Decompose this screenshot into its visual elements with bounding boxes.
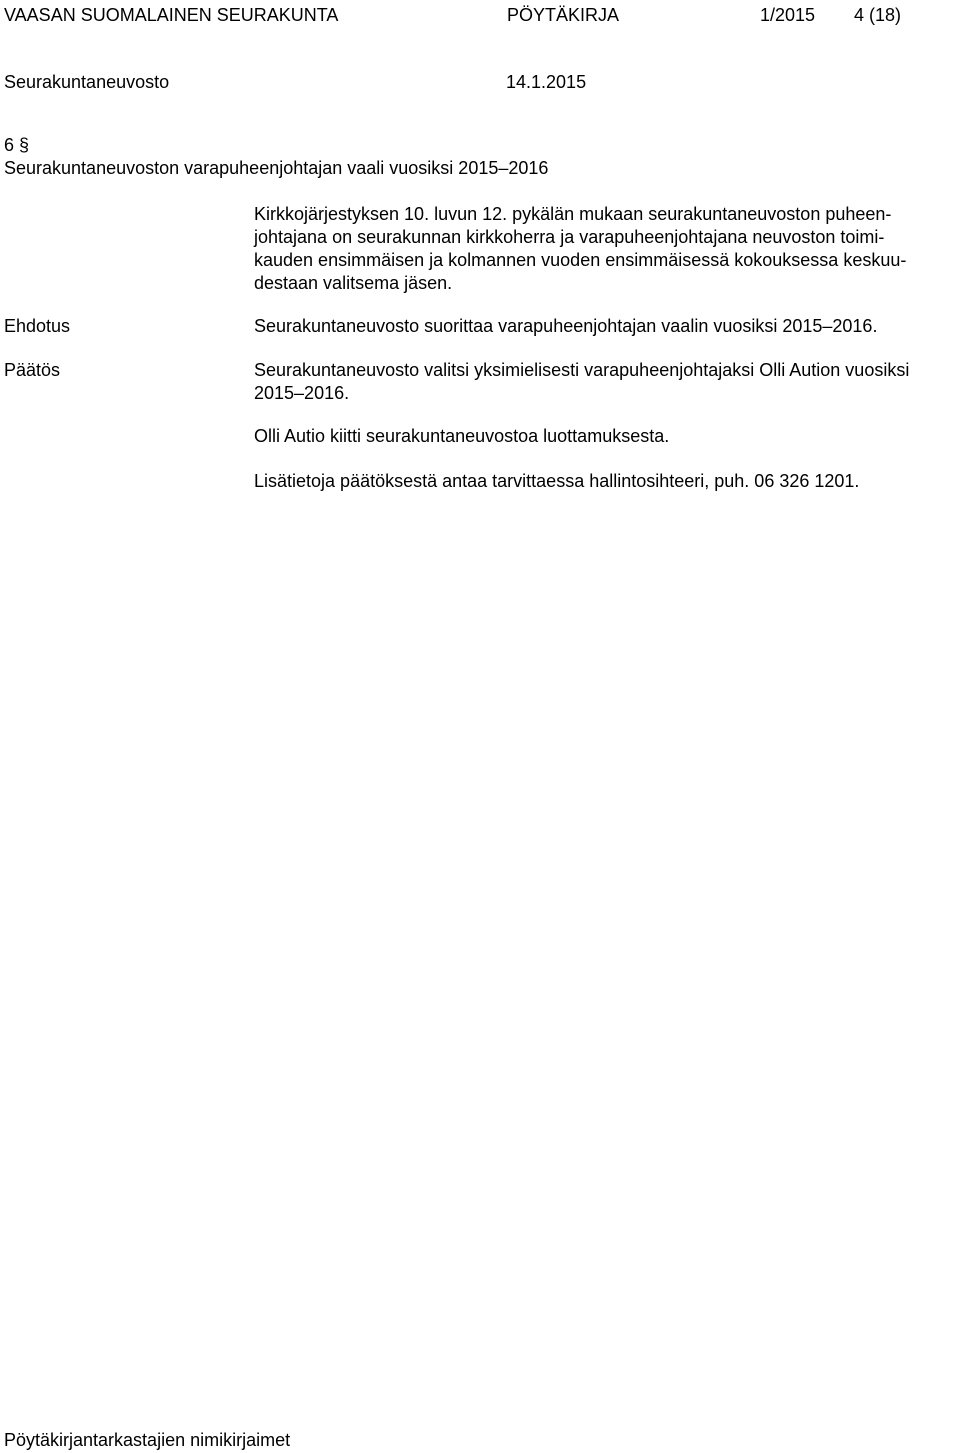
decision-info: Lisätietoja päätöksestä antaa tarvittaessa hallintosihteeri, puh. 06 326 1201.: [254, 471, 860, 491]
background-line: kauden ensimmäisen ja kolmannen vuoden ensimmäisessä kokouksessa keskuu-: [254, 250, 907, 270]
document-number: 1/2015: [760, 5, 816, 25]
decision-thanks: Olli Autio kiitti seurakuntaneuvostoa luottamuksesta.: [254, 426, 670, 446]
organization-name: VAASAN SUOMALAINEN SEURAKUNTA: [4, 5, 339, 25]
document-type: PÖYTÄKIRJA: [507, 5, 620, 25]
page-number: 4 (18): [854, 5, 902, 25]
section-title: Seurakuntaneuvoston varapuheenjohtajan vaali vuosiksi 2015–2016: [4, 158, 549, 178]
background-line: Kirkkojärjestyksen 10. luvun 12. pykälän mukaan seurakuntaneuvoston puheen-: [254, 204, 892, 224]
signatures-label: Pöytäkirjantarkastajien nimikirjaimet: [4, 1430, 291, 1450]
background-line: johtajana on seurakunnan kirkkoherra ja varapuheenjohtajana neuvoston toimi-: [254, 227, 885, 247]
proposal-text: Seurakuntaneuvosto suorittaa varapuheenjohtajan vaalin vuosiksi 2015–2016.: [254, 316, 878, 336]
section-number: 6 §: [4, 135, 30, 155]
decision-label: Päätös: [4, 360, 61, 380]
proposal-label: Ehdotus: [4, 316, 71, 336]
background-line: destaan valitsema jäsen.: [254, 273, 453, 293]
meeting-date: 14.1.2015: [506, 72, 587, 92]
background-paragraph: [254, 203, 960, 295]
decision-text: Seurakuntaneuvosto valitsi yksimielisesti varapuheenjohtajaksi Olli Aution vuosiksi 2015–2016.: [254, 360, 910, 403]
governing-body: Seurakuntaneuvosto: [4, 72, 170, 92]
